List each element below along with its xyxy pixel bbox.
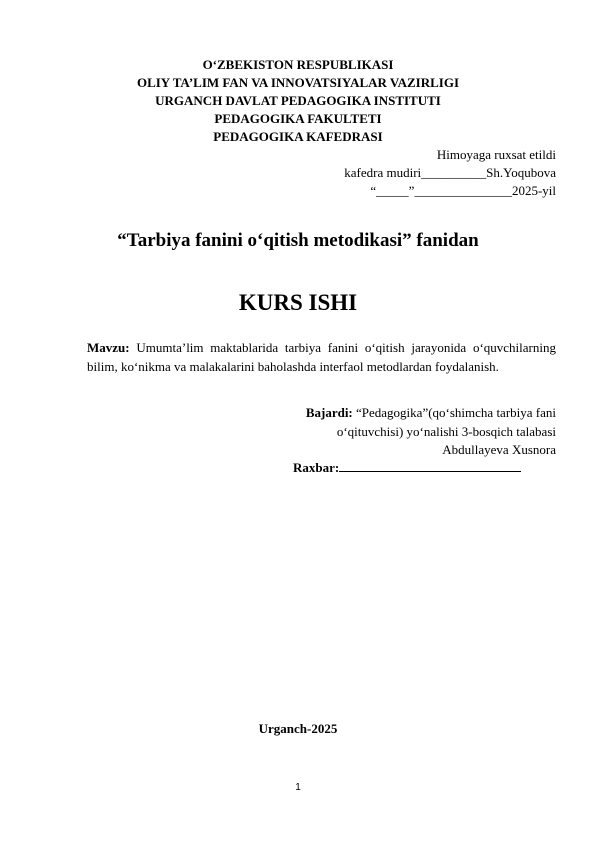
author-label: Bajardi:: [305, 405, 353, 420]
header-country: O‘ZBEKISTON RESPUBLIKASI: [202, 57, 394, 72]
author-line1: [306, 404, 556, 421]
supervisor-signature-line: [339, 459, 521, 472]
header-institute: URGANCH DAVLAT PEDAGOGIKA INSTITUTI: [155, 93, 441, 108]
topic-paragraph: [87, 338, 556, 376]
subject-title: “Tarbiya fanini o‘qitish metodikasi” fanidan: [117, 230, 479, 251]
approval-date: “_____”_______________2025-yil: [370, 183, 556, 198]
supervisor-line: [293, 459, 521, 476]
header-ministry: OLIY TA’LIM FAN VA INNOVATSIYALAR VAZIRLIGI: [136, 75, 460, 90]
page-number: 1: [295, 782, 301, 793]
author-line2: o‘qituvchisi) yo‘nalishi 3-bosqich talabasi: [336, 424, 556, 439]
document-type: KURS ISHI: [238, 290, 358, 315]
approval-permission: Himoyaga ruxsat etildi: [436, 147, 556, 162]
supervisor-label: Raxbar:: [293, 460, 340, 475]
author-program: “Pedagogika”(qo‘shimcha tarbiya fani: [356, 405, 556, 420]
header-department: PEDAGOGIKA KAFEDRASI: [213, 129, 383, 144]
header-faculty: PEDAGOGIKA FAKULTETI: [214, 111, 382, 126]
approval-head: kafedra mudiri__________Sh.Yoqubova: [344, 165, 556, 180]
footer-city-year: Urganch-2025: [258, 721, 338, 736]
topic-label: Mavzu:: [87, 340, 130, 355]
author-name: Abdullayeva Xusnora: [442, 442, 556, 457]
topic-text: Umumta’lim maktablarida tarbiya fanini o‘qitish jarayonida o‘quvchilarning bilim, ko‘nikma va malakalarini baholashda interfaol metodlardan foydalanish.: [87, 340, 556, 374]
